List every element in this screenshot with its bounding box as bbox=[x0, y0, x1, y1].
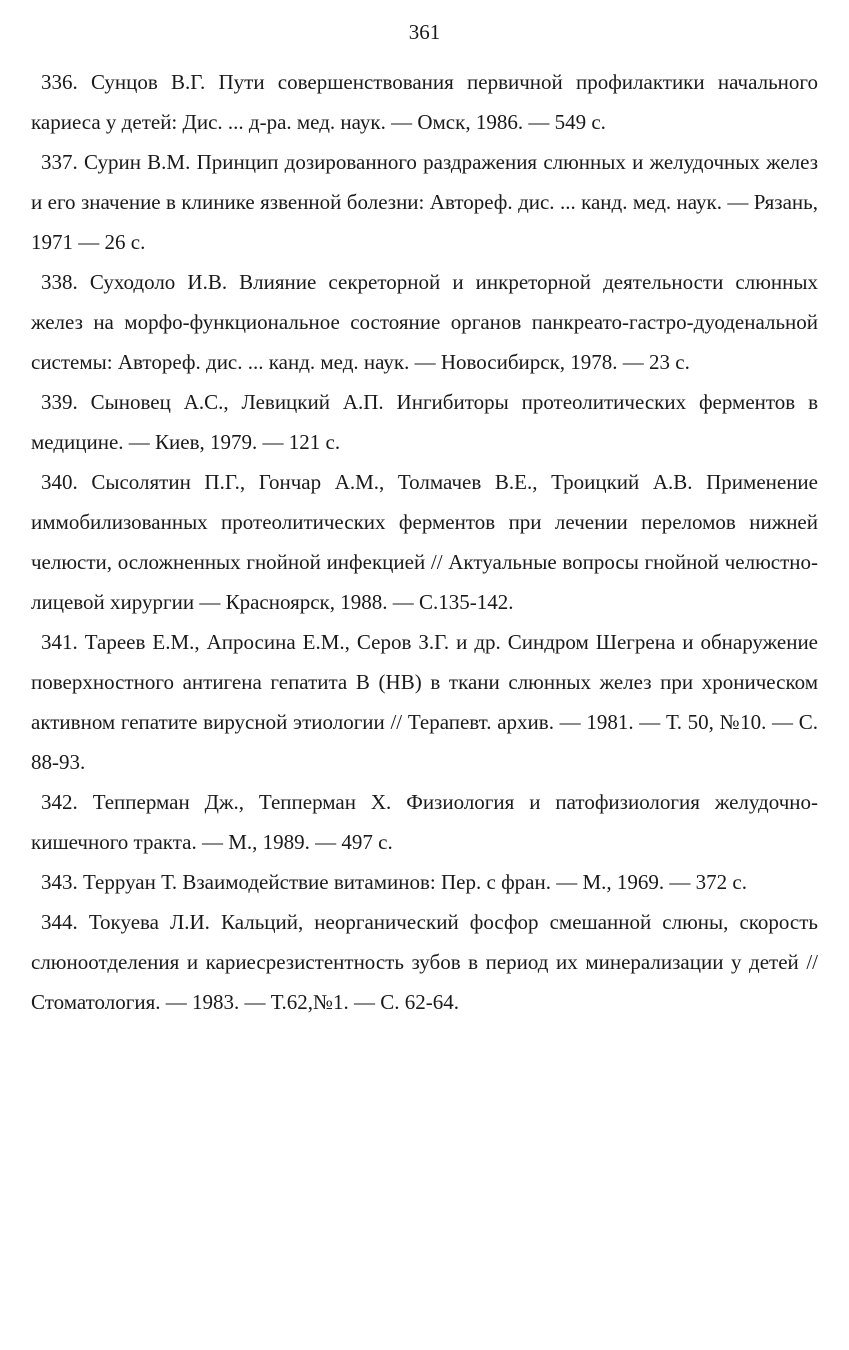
reference-text: Терруан Т. Взаимодействие витаминов: Пер. с фран. — М., 1969. — 372 с. bbox=[83, 870, 747, 894]
reference-entry bbox=[31, 862, 818, 902]
reference-text: Тареев Е.М., Апросина Е.М., Серов З.Г. и др. Синдром Шегрена и обнаружение поверхностного антигена гепатита В (НВ) в ткани слюнных желез при хроническом активном гепатите вирусной этиологии // Терапевт. архив. — 1981. — Т. 50, №10. — С. 88-93. bbox=[31, 630, 819, 774]
reference-text: Токуева Л.И. Кальций, неорганический фосфор смешанной слюны, скорость слюноотделения и кариесрезистентность зубов в период их минерализации у детей // Стоматология. — 1983. — Т.62,№1. — С. 62-64. bbox=[31, 910, 818, 1014]
reference-number: 337. bbox=[41, 150, 78, 174]
reference-text: Суходоло И.В. Влияние секреторной и инкреторной деятельности слюнных желез на морфо-функциональное состояние органов панкреато-гастро-дуоденальной системы: Автореф. дис. ... канд. мед. наук. — Новосибирск, 1978. — 23 с. bbox=[31, 270, 818, 374]
reference-entry bbox=[31, 142, 818, 262]
reference-number: 339. bbox=[41, 390, 78, 414]
reference-text: Сыновец А.С., Левицкий А.П. Ингибиторы протеолитических ферментов в медицине. — Киев, 1979. — 121 с. bbox=[31, 390, 819, 454]
page-number: 361 bbox=[408, 20, 441, 44]
reference-number: 338. bbox=[41, 270, 78, 294]
reference-text: Сунцов В.Г. Пути совершенствования первичной профилактики начального кариеса у детей: Дис. ... д-ра. мед. наук. — Омск, 1986. — 549 с. bbox=[31, 70, 818, 134]
reference-number: 344. bbox=[41, 910, 78, 934]
reference-number: 341. bbox=[41, 630, 78, 654]
reference-entry bbox=[31, 262, 818, 382]
reference-text: Сурин В.М. Принцип дозированного раздражения слюнных и желудочных желез и его значение в клинике язвенной болезни: Автореф. дис. ... канд. мед. наук. — Рязань, 1971 — 26 с. bbox=[31, 150, 818, 254]
reference-number: 342. bbox=[41, 790, 78, 814]
reference-number: 340. bbox=[41, 470, 78, 494]
reference-entry bbox=[31, 782, 818, 862]
reference-entry bbox=[31, 62, 818, 142]
reference-text: Сысолятин П.Г., Гончар А.М., Толмачев В.Е., Троицкий А.В. Применение иммобилизованных протеолитических ферментов при лечении переломов нижней челюсти, осложненных гнойной инфекцией // Актуальные вопросы гнойной челюстно-лицевой хирургии — Красноярск, 1988. — С.135-142. bbox=[31, 470, 818, 614]
reference-entry bbox=[31, 622, 818, 782]
reference-text: Тепперман Дж., Тепперман X. Физиология и патофизиология желудочно-кишечного тракта. — М., 1989. — 497 с. bbox=[31, 790, 818, 854]
reference-entry bbox=[31, 382, 818, 462]
reference-entry bbox=[31, 902, 818, 1022]
reference-number: 336. bbox=[41, 70, 78, 94]
reference-number: 343. bbox=[41, 870, 78, 894]
reference-entry bbox=[31, 462, 818, 622]
reference-list bbox=[31, 62, 818, 1022]
